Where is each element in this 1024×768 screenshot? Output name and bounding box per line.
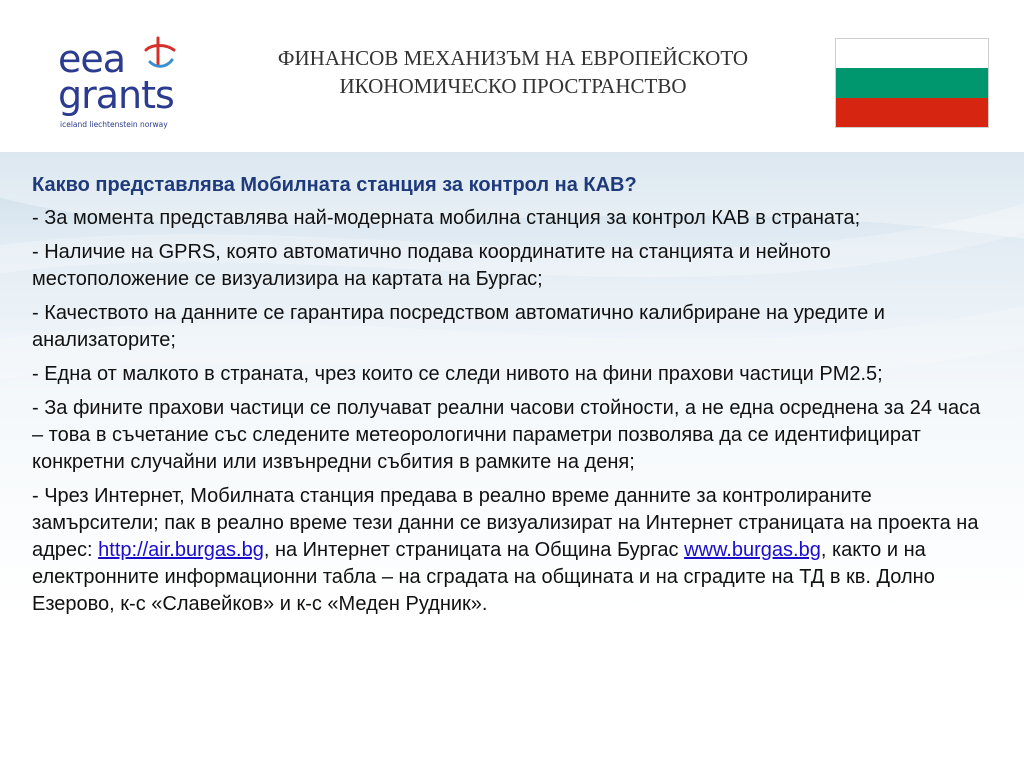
paragraph-3: - Качеството на данните се гарантира посредством автоматично калибриране на уредите и анализаторите;	[32, 302, 885, 351]
paragraph-4: - Една от малкото в страната, чрез които се следи нивото на фини прахови частици PM2.5;	[32, 363, 883, 385]
burgas-website-link[interactable]: www.burgas.bg	[684, 539, 821, 561]
logo-line1: eea	[58, 37, 126, 81]
logo-line2: grants	[58, 73, 174, 117]
eea-grants-logo	[58, 36, 198, 136]
paragraph-1: - За момента представлява най-модерната мобилна станция за контрол КАВ в страната;	[32, 207, 861, 229]
paragraph-2: - Наличие на GPRS, която автоматично подава координатите на станцията и нейното местоположение се визуализира на картата на Бургас;	[32, 241, 831, 290]
flag-stripe-white	[836, 39, 988, 68]
bulgarian-flag	[835, 38, 989, 128]
paragraph-5: - За фините прахови частици се получават реални часови стойности, а не една осреднена за 24 часа – това в съчетание със следените метеорологични параметри позволява да се идентифицират конкретни случайни или извънредни събития в рамките на деня;	[32, 397, 981, 473]
logo-cross-mark-icon	[136, 36, 180, 76]
content-question: Какво представлява Мобилната станция за контрол на КАВ?	[32, 174, 637, 196]
flag-stripe-green	[836, 68, 988, 97]
logo-tagline: iceland liechtenstein norway	[60, 120, 168, 129]
slide-title: ФИНАНСОВ МЕХАНИЗЪМ НА ЕВРОПЕЙСКОТО ИКОНОМИЧЕСКО ПРОСТРАНСТВО	[277, 46, 749, 98]
paragraph-6-text-a: - Чрез Интернет, Мобилната станция предава в реално време данните за контролираните замърсители; пак в реално време тези данни се визуализират на Интернет страницата на проекта на адрес:	[32, 485, 979, 561]
air-burgas-link[interactable]: http://air.burgas.bg	[98, 539, 264, 561]
flag-stripe-red	[836, 98, 988, 127]
paragraph-6-text-b: , на Интернет страницата на Община Бургас	[263, 539, 685, 561]
paragraph-6-text-c: , както и на електронните информационни табла – на сградата на общината и на сградите на ТД в кв. Долно Езерово, к-с «Славейков» и к-с «Меден Рудник».	[32, 539, 935, 615]
paragraph-6	[32, 483, 992, 618]
slide-header	[0, 0, 1024, 152]
slide-content	[32, 172, 992, 625]
